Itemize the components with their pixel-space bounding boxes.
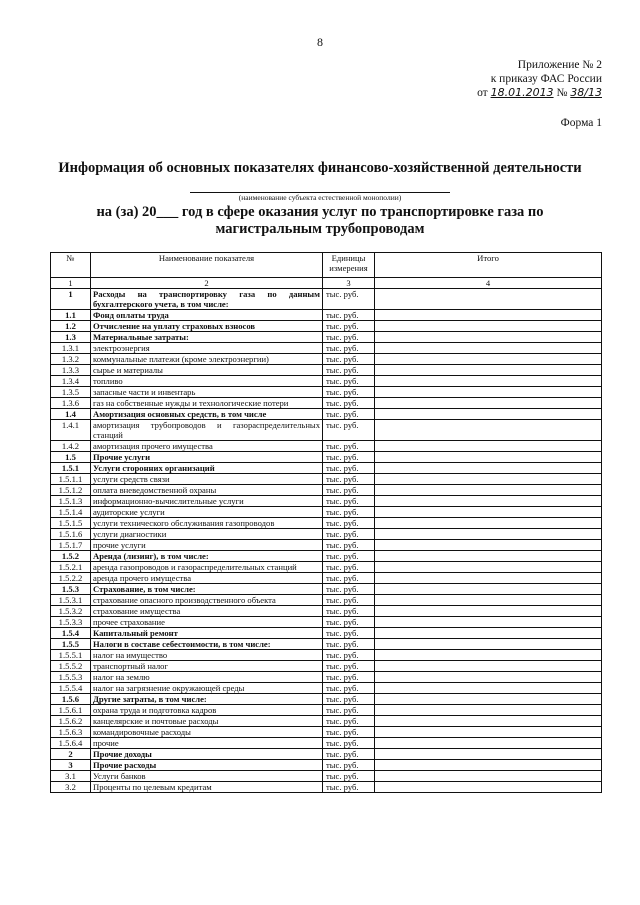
col-number-1: 1 xyxy=(51,278,91,289)
row-number: 1.5 xyxy=(51,452,91,463)
row-name: Расходы на транспортировку газа по данным бухгалтерского учета, в том числе: xyxy=(91,289,323,310)
table-row xyxy=(51,343,602,354)
row-total-cell xyxy=(375,485,602,496)
row-name: амортизация трубопроводов и газораспределительных станций xyxy=(91,420,323,441)
row-unit: тыс. руб. xyxy=(323,343,375,354)
row-total-cell xyxy=(375,683,602,694)
appendix-block xyxy=(477,58,602,100)
table-row xyxy=(51,650,602,661)
row-unit: тыс. руб. xyxy=(323,321,375,332)
row-unit: тыс. руб. xyxy=(323,573,375,584)
table-row xyxy=(51,354,602,365)
table-row xyxy=(51,310,602,321)
row-unit: тыс. руб. xyxy=(323,474,375,485)
number-prefix: № xyxy=(556,87,568,99)
row-unit: тыс. руб. xyxy=(323,496,375,507)
row-number: 1.3.2 xyxy=(51,354,91,365)
row-name: Услуги сторонних организаций xyxy=(91,463,323,474)
row-name: канцелярские и почтовые расходы xyxy=(91,716,323,727)
row-total-cell xyxy=(375,289,602,310)
row-name: услуги диагностики xyxy=(91,529,323,540)
table-row xyxy=(51,474,602,485)
row-unit: тыс. руб. xyxy=(323,452,375,463)
table-row xyxy=(51,321,602,332)
row-unit: тыс. руб. xyxy=(323,639,375,650)
row-number: 1.5.6 xyxy=(51,694,91,705)
row-name: прочее страхование xyxy=(91,617,323,628)
row-unit: тыс. руб. xyxy=(323,705,375,716)
table-row xyxy=(51,749,602,760)
row-total-cell xyxy=(375,463,602,474)
row-total-cell xyxy=(375,650,602,661)
table-row xyxy=(51,289,602,310)
row-number: 1.5.6.4 xyxy=(51,738,91,749)
row-unit: тыс. руб. xyxy=(323,727,375,738)
row-name: охрана труда и подготовка кадров xyxy=(91,705,323,716)
row-total-cell xyxy=(375,332,602,343)
row-total-cell xyxy=(375,376,602,387)
row-total-cell xyxy=(375,365,602,376)
table-row xyxy=(51,551,602,562)
table-row xyxy=(51,463,602,474)
row-unit: тыс. руб. xyxy=(323,661,375,672)
row-total-cell xyxy=(375,387,602,398)
row-name: налог на имущество xyxy=(91,650,323,661)
row-number: 1.1 xyxy=(51,310,91,321)
row-name: Налоги в составе себестоимости, в том числе: xyxy=(91,639,323,650)
row-total-cell xyxy=(375,496,602,507)
table-row xyxy=(51,584,602,595)
row-name: Страхование, в том числе: xyxy=(91,584,323,595)
row-name: оплата вневедомственной охраны xyxy=(91,485,323,496)
row-number: 1.5.6.2 xyxy=(51,716,91,727)
row-unit: тыс. руб. xyxy=(323,354,375,365)
document-subtitle: на (за) 20___ год в сфере оказания услуг по транспортировке газа по магистральным трубопроводам xyxy=(96,204,544,237)
table-row xyxy=(51,705,602,716)
row-total-cell xyxy=(375,573,602,584)
row-total-cell xyxy=(375,617,602,628)
date-value: 18.01.2013 xyxy=(490,86,554,99)
row-number: 1.5.1.7 xyxy=(51,540,91,551)
row-number: 1.5.2.2 xyxy=(51,573,91,584)
date-prefix: от xyxy=(477,87,488,99)
table-row xyxy=(51,782,602,793)
row-number: 3 xyxy=(51,760,91,771)
row-number: 1.5.6.1 xyxy=(51,705,91,716)
row-unit: тыс. руб. xyxy=(323,540,375,551)
row-name: аренда газопроводов и газораспределительных станций xyxy=(91,562,323,573)
order-number: 38/13 xyxy=(570,86,602,99)
document-title: Информация об основных показателях финансово-хозяйственной деятельности xyxy=(58,160,582,176)
row-number: 1.3.3 xyxy=(51,365,91,376)
row-total-cell xyxy=(375,551,602,562)
row-total-cell xyxy=(375,782,602,793)
table-row xyxy=(51,573,602,584)
row-total-cell xyxy=(375,628,602,639)
row-number: 1.5.5.3 xyxy=(51,672,91,683)
row-name: Фонд оплаты труда xyxy=(91,310,323,321)
row-number: 3.2 xyxy=(51,782,91,793)
row-name: прочие xyxy=(91,738,323,749)
row-total-cell xyxy=(375,529,602,540)
col-number-3: 3 xyxy=(323,278,375,289)
row-total-cell xyxy=(375,760,602,771)
row-name: Услуги банков xyxy=(91,771,323,782)
table-row xyxy=(51,672,602,683)
row-total-cell xyxy=(375,639,602,650)
row-unit: тыс. руб. xyxy=(323,507,375,518)
row-total-cell xyxy=(375,452,602,463)
row-unit: тыс. руб. xyxy=(323,595,375,606)
table-row xyxy=(51,387,602,398)
row-unit: тыс. руб. xyxy=(323,463,375,474)
header-number: № xyxy=(51,253,91,278)
row-unit: тыс. руб. xyxy=(323,398,375,409)
row-number: 1.5.3.3 xyxy=(51,617,91,628)
table-row xyxy=(51,639,602,650)
row-unit: тыс. руб. xyxy=(323,694,375,705)
table-row xyxy=(51,441,602,452)
table-row xyxy=(51,738,602,749)
indicators-table xyxy=(50,252,602,793)
row-number: 1.5.5.2 xyxy=(51,661,91,672)
row-unit: тыс. руб. xyxy=(323,782,375,793)
row-number: 1.5.4 xyxy=(51,628,91,639)
row-name: аудиторские услуги xyxy=(91,507,323,518)
table-row xyxy=(51,452,602,463)
row-number: 1.3.1 xyxy=(51,343,91,354)
table-row xyxy=(51,398,602,409)
row-total-cell xyxy=(375,540,602,551)
row-name: коммунальные платежи (кроме электроэнергии) xyxy=(91,354,323,365)
table-row xyxy=(51,529,602,540)
row-number: 1.5.5.4 xyxy=(51,683,91,694)
row-number: 1.5.6.3 xyxy=(51,727,91,738)
row-name: электроэнергия xyxy=(91,343,323,354)
table-row xyxy=(51,376,602,387)
row-number: 1.4.2 xyxy=(51,441,91,452)
row-unit: тыс. руб. xyxy=(323,289,375,310)
row-unit: тыс. руб. xyxy=(323,617,375,628)
row-total-cell xyxy=(375,595,602,606)
table-row xyxy=(51,540,602,551)
table-row xyxy=(51,716,602,727)
table-row xyxy=(51,409,602,420)
row-total-cell xyxy=(375,441,602,452)
row-unit: тыс. руб. xyxy=(323,551,375,562)
row-total-cell xyxy=(375,409,602,420)
row-unit: тыс. руб. xyxy=(323,650,375,661)
row-number: 1.3.6 xyxy=(51,398,91,409)
row-total-cell xyxy=(375,749,602,760)
table-row xyxy=(51,420,602,441)
row-number: 2 xyxy=(51,749,91,760)
row-unit: тыс. руб. xyxy=(323,683,375,694)
row-name: Проценты по целевым кредитам xyxy=(91,782,323,793)
row-total-cell xyxy=(375,398,602,409)
row-total-cell xyxy=(375,705,602,716)
table-row xyxy=(51,562,602,573)
row-number: 1.5.3.1 xyxy=(51,595,91,606)
row-total-cell xyxy=(375,771,602,782)
table-row xyxy=(51,727,602,738)
row-unit: тыс. руб. xyxy=(323,738,375,749)
header-total: Итого xyxy=(375,253,602,278)
table-row xyxy=(51,496,602,507)
row-name: Прочие расходы xyxy=(91,760,323,771)
row-total-cell xyxy=(375,507,602,518)
row-name: информационно-вычислительные услуги xyxy=(91,496,323,507)
row-name: сырье и материалы xyxy=(91,365,323,376)
row-number: 1.4.1 xyxy=(51,420,91,441)
row-unit: тыс. руб. xyxy=(323,409,375,420)
row-total-cell xyxy=(375,343,602,354)
table-row xyxy=(51,694,602,705)
table-row xyxy=(51,661,602,672)
row-name: налог на землю xyxy=(91,672,323,683)
row-number: 1.3.5 xyxy=(51,387,91,398)
row-unit: тыс. руб. xyxy=(323,529,375,540)
row-total-cell xyxy=(375,354,602,365)
appendix-line1: Приложение № 2 xyxy=(517,59,602,71)
row-unit: тыс. руб. xyxy=(323,365,375,376)
row-number: 1.2 xyxy=(51,321,91,332)
row-unit: тыс. руб. xyxy=(323,518,375,529)
row-number: 1.5.5 xyxy=(51,639,91,650)
row-number: 1.5.2 xyxy=(51,551,91,562)
row-number: 1.5.1.6 xyxy=(51,529,91,540)
row-unit: тыс. руб. xyxy=(323,771,375,782)
row-total-cell xyxy=(375,321,602,332)
row-total-cell xyxy=(375,694,602,705)
column-number-row xyxy=(51,278,602,289)
row-name: Другие затраты, в том числе: xyxy=(91,694,323,705)
row-name: аренда прочего имущества xyxy=(91,573,323,584)
header-name: Наименование показателя xyxy=(91,253,323,278)
row-number: 3.1 xyxy=(51,771,91,782)
row-unit: тыс. руб. xyxy=(323,332,375,343)
row-name: Капитальный ремонт xyxy=(91,628,323,639)
row-unit: тыс. руб. xyxy=(323,562,375,573)
col-number-4: 4 xyxy=(375,278,602,289)
row-name: Прочие доходы xyxy=(91,749,323,760)
row-name: налог на загрязнение окружающей среды xyxy=(91,683,323,694)
row-name: топливо xyxy=(91,376,323,387)
row-unit: тыс. руб. xyxy=(323,387,375,398)
table-row xyxy=(51,595,602,606)
row-name: Прочие услуги xyxy=(91,452,323,463)
row-unit: тыс. руб. xyxy=(323,606,375,617)
row-unit: тыс. руб. xyxy=(323,441,375,452)
row-total-cell xyxy=(375,661,602,672)
row-name: прочие услуги xyxy=(91,540,323,551)
row-unit: тыс. руб. xyxy=(323,584,375,595)
row-total-cell xyxy=(375,716,602,727)
row-name: Амортизация основных средств, в том числе xyxy=(91,409,323,420)
row-number: 1.5.2.1 xyxy=(51,562,91,573)
row-name: страхование опасного производственного объекта xyxy=(91,595,323,606)
row-number: 1.5.1.2 xyxy=(51,485,91,496)
row-name: страхование имущества xyxy=(91,606,323,617)
row-name: Отчисление на уплату страховых взносов xyxy=(91,321,323,332)
table-row xyxy=(51,518,602,529)
row-number: 1.5.1.4 xyxy=(51,507,91,518)
row-total-cell xyxy=(375,606,602,617)
row-number: 1.4 xyxy=(51,409,91,420)
row-number: 1 xyxy=(51,289,91,310)
row-total-cell xyxy=(375,584,602,595)
table-row xyxy=(51,617,602,628)
table-row xyxy=(51,332,602,343)
table-row xyxy=(51,365,602,376)
row-total-cell xyxy=(375,738,602,749)
row-total-cell xyxy=(375,672,602,683)
row-unit: тыс. руб. xyxy=(323,672,375,683)
row-name: Материальные затраты: xyxy=(91,332,323,343)
row-unit: тыс. руб. xyxy=(323,749,375,760)
header-unit: Единицы измерения xyxy=(323,253,375,278)
row-name: газ на собственные нужды и технологические потери xyxy=(91,398,323,409)
row-total-cell xyxy=(375,474,602,485)
row-number: 1.3 xyxy=(51,332,91,343)
table-row xyxy=(51,628,602,639)
table-row xyxy=(51,485,602,496)
row-name: амортизация прочего имущества xyxy=(91,441,323,452)
row-name: Аренда (лизинг), в том числе: xyxy=(91,551,323,562)
table-row xyxy=(51,606,602,617)
row-name: командировочные расходы xyxy=(91,727,323,738)
blank-caption: (наименование субъекта естественной монополии) xyxy=(238,193,402,202)
table-body xyxy=(51,289,602,793)
row-unit: тыс. руб. xyxy=(323,760,375,771)
table-header-row xyxy=(51,253,602,278)
row-total-cell xyxy=(375,562,602,573)
row-unit: тыс. руб. xyxy=(323,376,375,387)
row-unit: тыс. руб. xyxy=(323,485,375,496)
row-total-cell xyxy=(375,727,602,738)
table-row xyxy=(51,760,602,771)
row-unit: тыс. руб. xyxy=(323,716,375,727)
appendix-line3 xyxy=(477,86,602,100)
row-number: 1.5.1 xyxy=(51,463,91,474)
row-number: 1.5.3.2 xyxy=(51,606,91,617)
row-total-cell xyxy=(375,310,602,321)
page-number: 8 xyxy=(317,35,323,49)
row-number: 1.5.5.1 xyxy=(51,650,91,661)
table-row xyxy=(51,507,602,518)
row-number: 1.3.4 xyxy=(51,376,91,387)
form-label: Форма 1 xyxy=(560,117,602,129)
table-row xyxy=(51,683,602,694)
row-name: транспортный налог xyxy=(91,661,323,672)
row-number: 1.5.1.5 xyxy=(51,518,91,529)
row-unit: тыс. руб. xyxy=(323,310,375,321)
row-name: запасные части и инвентарь xyxy=(91,387,323,398)
row-name: услуги технического обслуживания газопроводов xyxy=(91,518,323,529)
row-number: 1.5.1.3 xyxy=(51,496,91,507)
appendix-line2: к приказу ФАС России xyxy=(490,73,602,85)
col-number-2: 2 xyxy=(91,278,323,289)
row-name: услуги средств связи xyxy=(91,474,323,485)
row-unit: тыс. руб. xyxy=(323,628,375,639)
row-number: 1.5.3 xyxy=(51,584,91,595)
row-total-cell xyxy=(375,420,602,441)
row-number: 1.5.1.1 xyxy=(51,474,91,485)
row-unit: тыс. руб. xyxy=(323,420,375,441)
row-total-cell xyxy=(375,518,602,529)
table-row xyxy=(51,771,602,782)
